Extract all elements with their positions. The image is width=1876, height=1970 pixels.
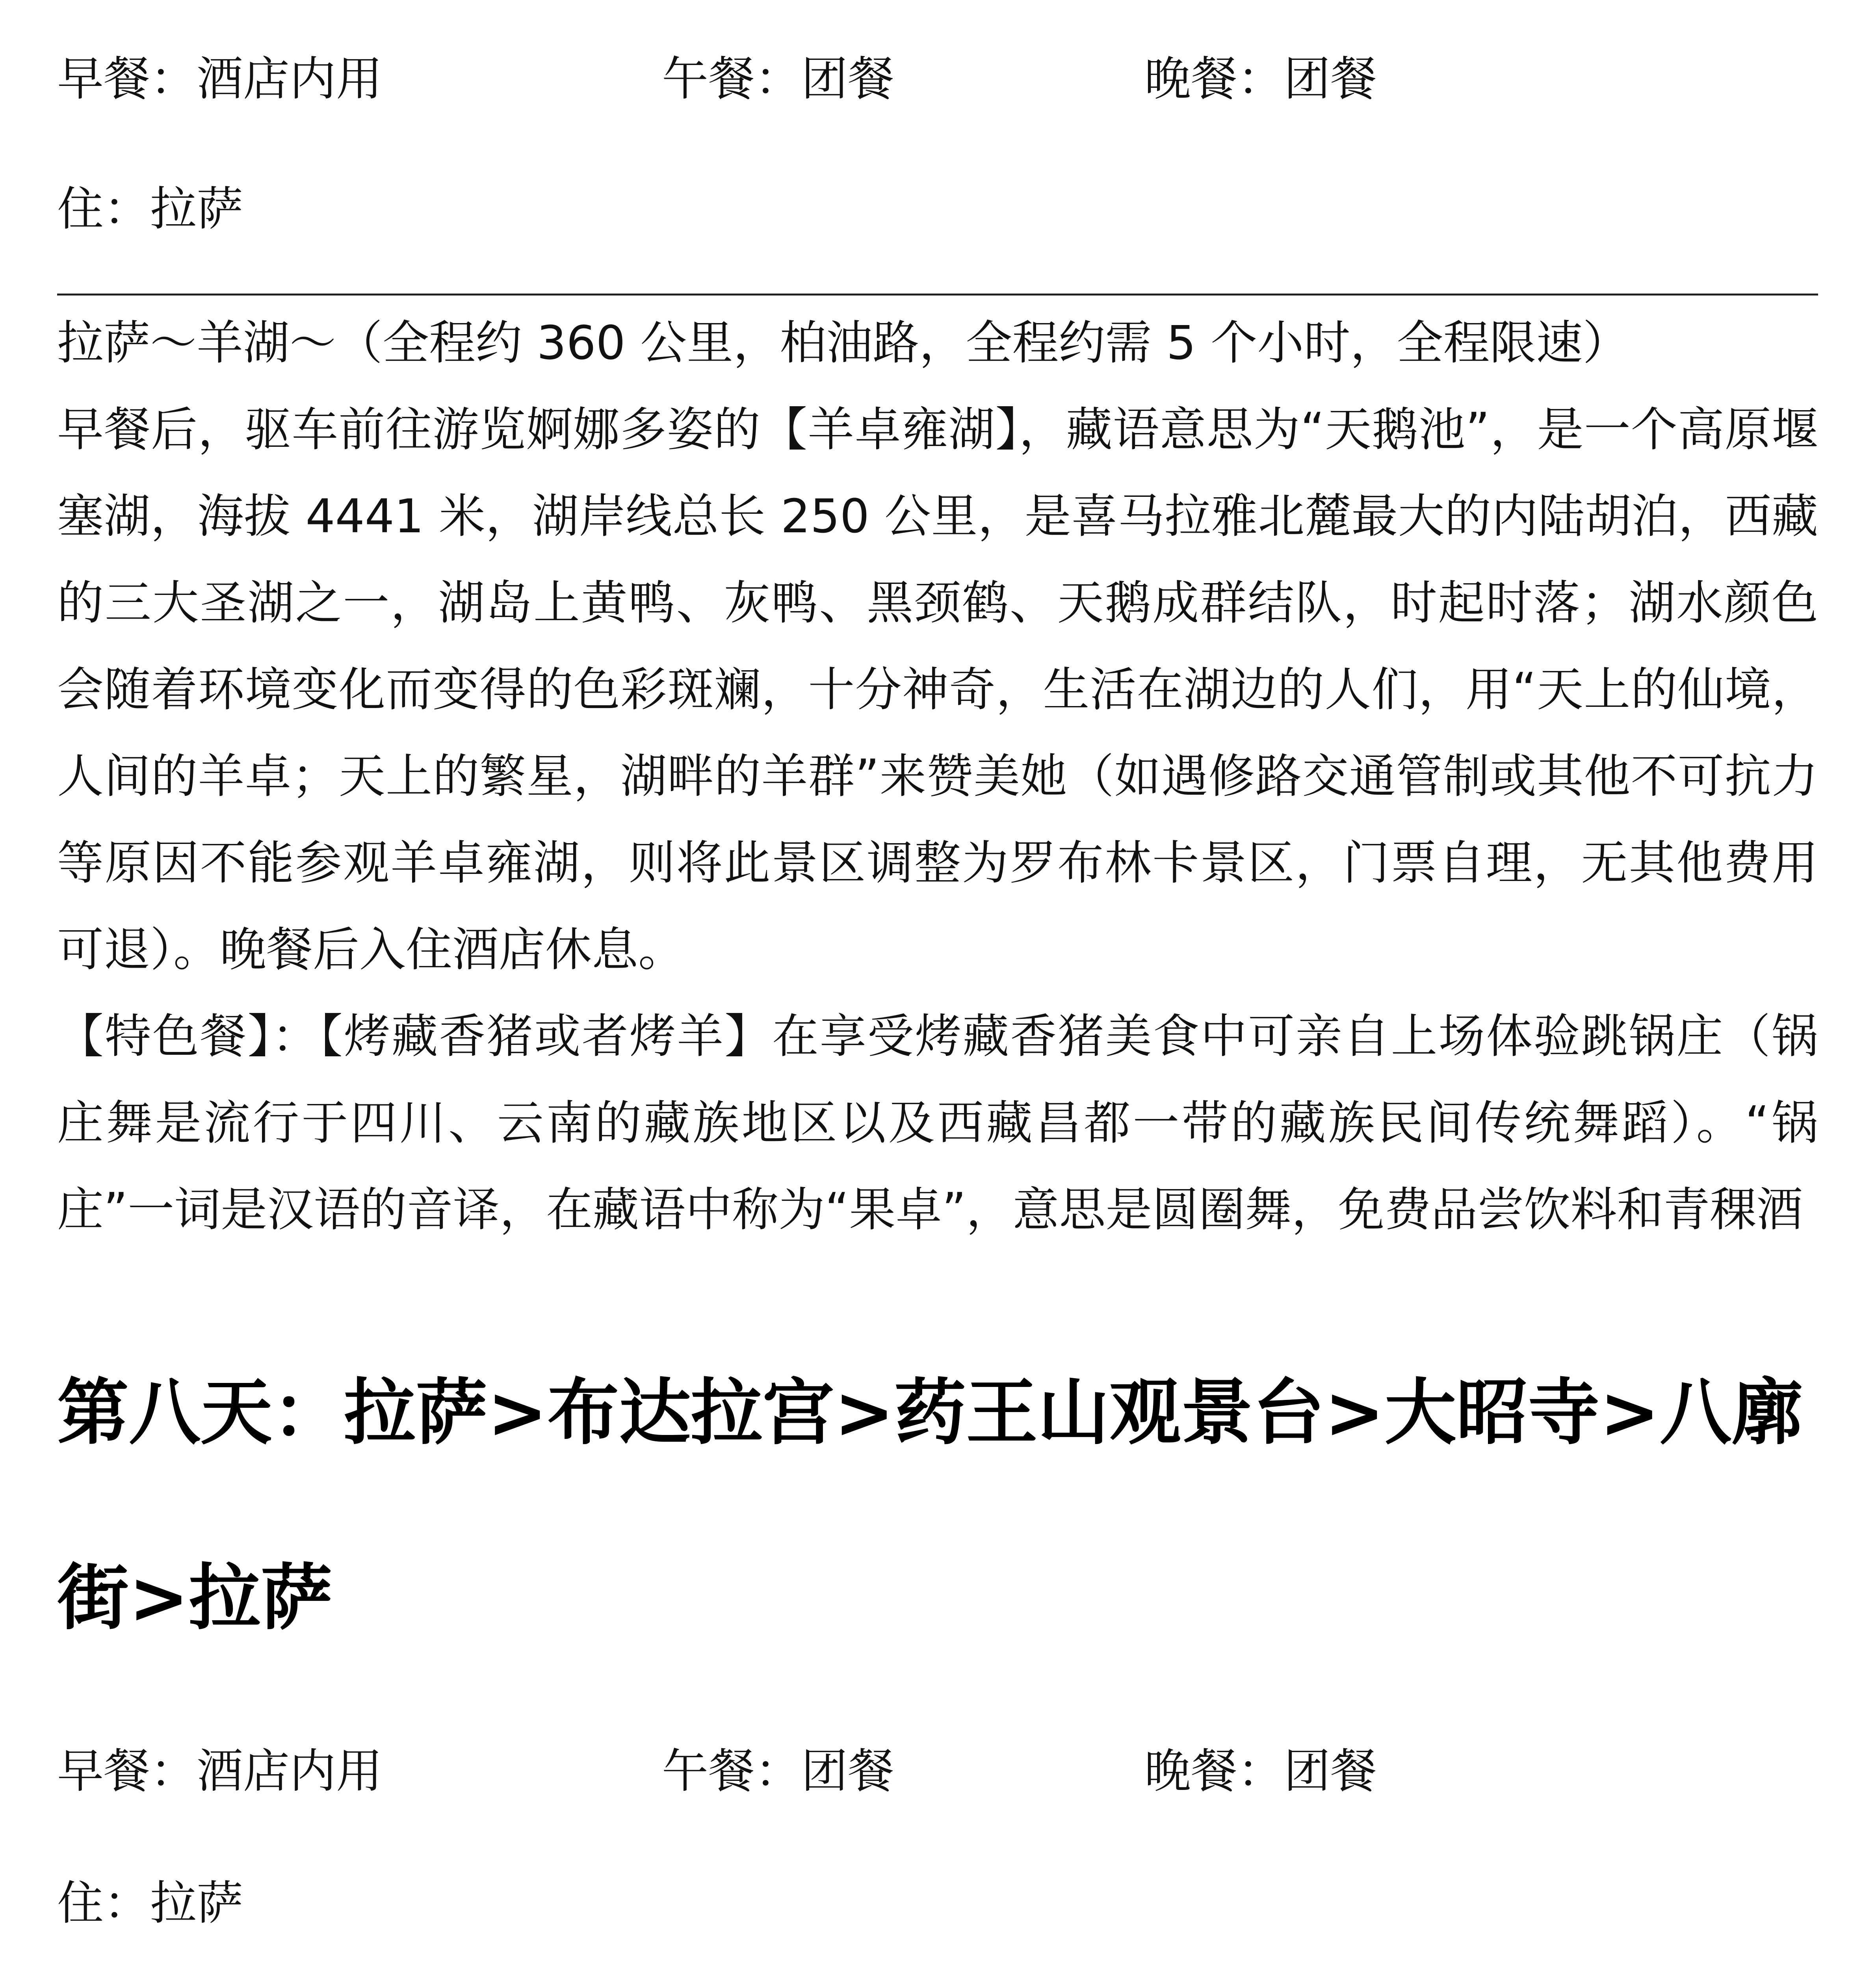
day8-breakfast: 早餐：酒店内用 [57, 1744, 383, 1798]
day8-meals-row [57, 1743, 1818, 1799]
day8-dinner: 晚餐：团餐 [1144, 1744, 1377, 1798]
day7-description: 早餐后，驱车前往游览婀娜多姿的【羊卓雍湖】，藏语意思为“天鹅池”，是一个高原堰塞湖，海拔 4441 米，湖岸线总长 250 公里，是喜马拉雅北麓最大的内陆胡泊，西藏的三大圣湖之一，湖岛上黄鸭、灰鸭、黑颈鹤、天鹅成群结队，时起时落；湖水颜色会随着环境变化而变得的色彩斑斓，十分神奇，生活在湖边的人们，用“天上的仙境，人间的羊卓；天上的繁星，湖畔的羊群”来赞美她（如遇修路交通管制或其他不可抗力等原因不能参观羊卓雍湖，则将此景区调整为罗布林卡景区，门票自理，无其他费用可退）。晚餐后入住酒店休息。 [57, 402, 1818, 977]
day7-meals-row [57, 51, 1818, 106]
day7-special-meal: 【特色餐】：【烤藏香猪或者烤羊】在享受烤藏香猪美食中可亲自上场体验跳锅庄（锅庄舞是流行于四川、云南的藏族地区以及西藏昌都一带的藏族民间传统舞蹈）。“锅庄”一词是汉语的音译，在藏语中称为“果卓”，意思是圆圈舞，免费品尝饮料和青稞酒 [57, 1009, 1818, 1237]
day8-title: 第八天：拉萨>布达拉宫>药王山观景台>大昭寺>八廓街>拉萨 [57, 1371, 1803, 1639]
day7-dinner: 晚餐：团餐 [1144, 52, 1377, 106]
day7-lunch: 午餐：团餐 [662, 52, 895, 106]
day7-divider [57, 294, 1818, 296]
day8-stay: 住：拉萨 [57, 1876, 243, 1930]
day8-lunch: 午餐：团餐 [662, 1744, 895, 1798]
day7-stay: 住：拉萨 [57, 182, 243, 236]
day7-route: 拉萨～羊湖～（全程约 360 公里，柏油路，全程约需 5 个小时，全程限速） [57, 316, 1629, 370]
day7-breakfast: 早餐：酒店内用 [57, 52, 383, 106]
